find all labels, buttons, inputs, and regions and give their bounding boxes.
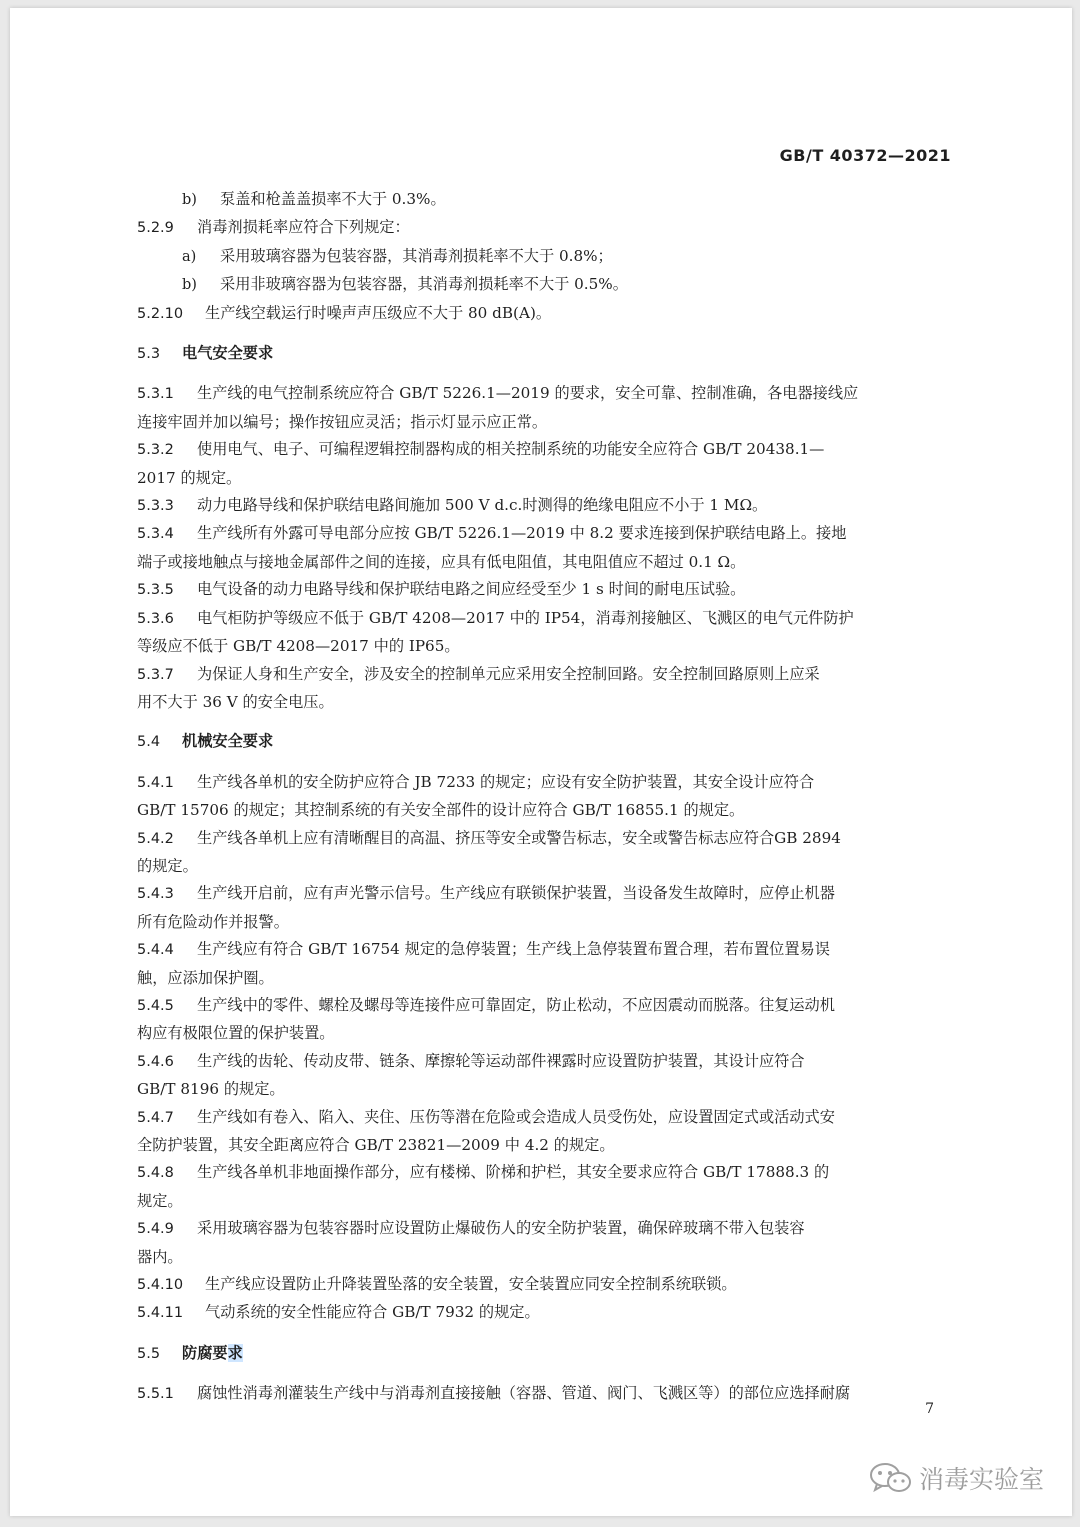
- clause-text: 消毒剂损耗率应符合下列规定：: [197, 218, 410, 237]
- clause-text: 生产线的齿轮、传动皮带、链条、摩擦轮等运动部件裸露时应设置防护装置，其设计应符合: [197, 1051, 805, 1070]
- section-title: 防腐要求: [182, 1343, 243, 1362]
- clause-text: 电气设备的动力电路导线和保护联结电路之间应经受至少 1 s 时间的耐电压试验。: [197, 580, 746, 599]
- section-title: 电气安全要求: [182, 344, 274, 363]
- clause-number: 5.3.5: [137, 582, 174, 599]
- clause-text: 动力电路导线和保护联结电路间施加 500 V d.c.时测得的绝缘电阻应不小于 1 MΩ。: [197, 496, 768, 515]
- clause-text: 生产线的电气控制系统应符合 GB/T 5226.1—2019 的要求，安全可靠、控制准确，各电器接线应: [197, 384, 859, 403]
- text-selection-highlight: 求: [227, 1343, 243, 1362]
- clause: [137, 880, 970, 936]
- clause-continuation: 等级应不低于 GB/T 4208—2017 中的 IP65。: [137, 637, 460, 656]
- clause-number: 5.4.8: [137, 1165, 174, 1182]
- page-number: 7: [925, 1401, 934, 1417]
- section-number: 5.4: [137, 734, 161, 751]
- document-page: [10, 8, 1072, 1516]
- clause: [137, 1159, 970, 1215]
- clause-text: 生产线应有符合 GB/T 16754 规定的急停装置；生产线上急停装置布置合理，若布置位置易误: [197, 940, 830, 959]
- list-text: 采用玻璃容器为包装容器，其消毒剂损耗率不大于 0.8%；: [220, 246, 613, 265]
- list-text: 采用非玻璃容器为包装容器，其消毒剂损耗率不大于 0.5%。: [220, 275, 628, 294]
- clause: [137, 214, 970, 242]
- section-heading: [137, 1340, 970, 1368]
- clause-text: 为保证人身和生产安全，涉及安全的控制单元应采用安全控制回路。安全控制回路原则上应采: [197, 664, 820, 683]
- clause-number: 5.3.3: [137, 498, 174, 515]
- clause-text: 腐蚀性消毒剂灌装生产线中与消毒剂直接接触（容器、管道、阀门、飞溅区等）的部位应选择耐腐: [197, 1384, 851, 1403]
- clause-number: 5.4.9: [137, 1221, 174, 1238]
- clause-number: 5.3.7: [137, 666, 174, 683]
- clause-number: 5.3.6: [137, 610, 174, 627]
- clause-number: 5.3.2: [137, 442, 174, 459]
- clause-text: 采用玻璃容器为包装容器时应设置防止爆破伤人的安全防护装置，确保碎玻璃不带入包装容: [197, 1219, 805, 1238]
- clause: [137, 576, 970, 604]
- clause-number: 5.4.7: [137, 1109, 174, 1126]
- clause: [137, 1380, 970, 1408]
- clause-number: 5.4.5: [137, 997, 174, 1014]
- list-text: 泵盖和枪盖盖损率不大于 0.3%。: [220, 190, 446, 208]
- clause-text: 生产线所有外露可导电部分应按 GB/T 5226.1—2019 中 8.2 要求连接到保护联结电路上。接地: [197, 524, 847, 543]
- clause-continuation: 构应有极限位置的保护装置。: [137, 1024, 335, 1043]
- section-number: 5.5: [137, 1345, 161, 1362]
- watermark: [869, 1460, 1044, 1496]
- clause-continuation: 所有危险动作并报警。: [137, 912, 289, 931]
- clause: [137, 769, 970, 825]
- clause: [137, 661, 970, 717]
- clause-number: 5.2.9: [137, 220, 174, 237]
- wechat-icon: [869, 1461, 913, 1495]
- clause-text: 气动系统的安全性能应符合 GB/T 7932 的规定。: [205, 1303, 540, 1322]
- clause: [137, 1215, 970, 1271]
- list-marker: b): [182, 277, 197, 294]
- clause: [137, 605, 970, 661]
- list-item: [137, 271, 970, 299]
- clause-continuation: GB/T 8196 的规定。: [137, 1080, 285, 1099]
- section-number: 5.3: [137, 346, 161, 363]
- clause-continuation: 2017 的规定。: [137, 468, 242, 487]
- clause-text: 生产线空载运行时噪声声压级应不大于 80 dB(A)。: [205, 303, 552, 322]
- clause-continuation: 器内。: [137, 1247, 183, 1266]
- clause-number: 5.4.6: [137, 1053, 174, 1070]
- clause-continuation: 用不大于 36 V 的安全电压。: [137, 692, 334, 711]
- watermark-label: 消毒实验室: [918, 1465, 1044, 1494]
- section-heading: [137, 340, 970, 368]
- clause-text: 生产线应设置防止升降装置坠落的安全装置，安全装置应同安全控制系统联锁。: [205, 1275, 737, 1294]
- clause-text: 生产线如有卷入、陷入、夹住、压伤等潜在危险或会造成人员受伤处，应设置固定式或活动式安: [197, 1107, 835, 1126]
- list-item: [137, 186, 970, 214]
- clause: [137, 436, 970, 492]
- clause: [137, 300, 970, 328]
- clause-number: 5.4.4: [137, 942, 174, 959]
- clause: [137, 825, 970, 881]
- clause-text: 生产线各单机的安全防护应符合 JB 7233 的规定；应设有安全防护装置，其安全设计应符合: [197, 772, 815, 791]
- clause-continuation: 全防护装置，其安全距离应符合 GB/T 23821—2009 中 4.2 的规定。: [137, 1136, 615, 1154]
- clause-continuation: 连接牢固并加以编号；操作按钮应灵活；指示灯显示应正常。: [137, 412, 548, 431]
- clause: [137, 380, 970, 436]
- clause: [137, 492, 970, 520]
- document-body: [137, 186, 970, 1409]
- list-marker: b): [182, 192, 197, 208]
- clause-number: 5.4.11: [137, 1305, 184, 1322]
- clause: [137, 520, 970, 576]
- clause: [137, 1299, 970, 1327]
- clause-number: 5.4.10: [137, 1277, 184, 1294]
- clause-number: 5.4.1: [137, 774, 174, 791]
- clause-number: 5.4.3: [137, 886, 174, 903]
- clause-number: 5.2.10: [137, 305, 184, 322]
- clause-number: 5.5.1: [137, 1386, 174, 1403]
- section-title: 机械安全要求: [182, 732, 274, 751]
- clause-text: 使用电气、电子、可编程逻辑控制器构成的相关控制系统的功能安全应符合 GB/T 20438.1—: [197, 440, 825, 459]
- clause-continuation: 触，应添加保护圈。: [137, 968, 274, 987]
- clause: [137, 1048, 970, 1104]
- list-item: [137, 243, 970, 271]
- clause-continuation: 端子或接地触点与接地金属部件之间的连接，应具有低电阻值，其电阻值应不超过 0.1 Ω。: [137, 552, 746, 571]
- clause-continuation: 规定。: [137, 1191, 183, 1210]
- clause-text: 生产线开启前，应有声光警示信号。生产线应有联锁保护装置，当设备发生故障时，应停止机器: [197, 884, 835, 903]
- clause-continuation: 的规定。: [137, 856, 198, 875]
- clause: [137, 1104, 970, 1160]
- clause-text: 电气柜防护等级应不低于 GB/T 4208—2017 中的 IP54，消毒剂接触区、飞溅区的电气元件防护: [197, 608, 854, 627]
- section-heading: [137, 728, 970, 756]
- clause-continuation: GB/T 15706 的规定；其控制系统的有关安全部件的设计应符合 GB/T 16855.1 的规定。: [137, 801, 745, 820]
- clause-text: 生产线中的零件、螺栓及螺母等连接件应可靠固定，防止松动，不应因震动而脱落。往复运动机: [197, 995, 835, 1014]
- clause: [137, 1271, 970, 1299]
- clause-number: 5.3.1: [137, 386, 174, 403]
- clause-number: 5.3.4: [137, 526, 174, 543]
- clause-text: 生产线各单机非地面操作部分，应有楼梯、阶梯和护栏，其安全要求应符合 GB/T 17888.3 的: [197, 1163, 830, 1182]
- clause-number: 5.4.2: [137, 830, 174, 847]
- clause: [137, 936, 970, 992]
- standard-code: GB/T 40372—2021: [779, 146, 951, 165]
- clause-text: 生产线各单机上应有清晰醒目的高温、挤压等安全或警告标志，安全或警告标志应符合GB 2894: [197, 828, 841, 847]
- list-marker: a): [182, 248, 197, 265]
- clause: [137, 992, 970, 1048]
